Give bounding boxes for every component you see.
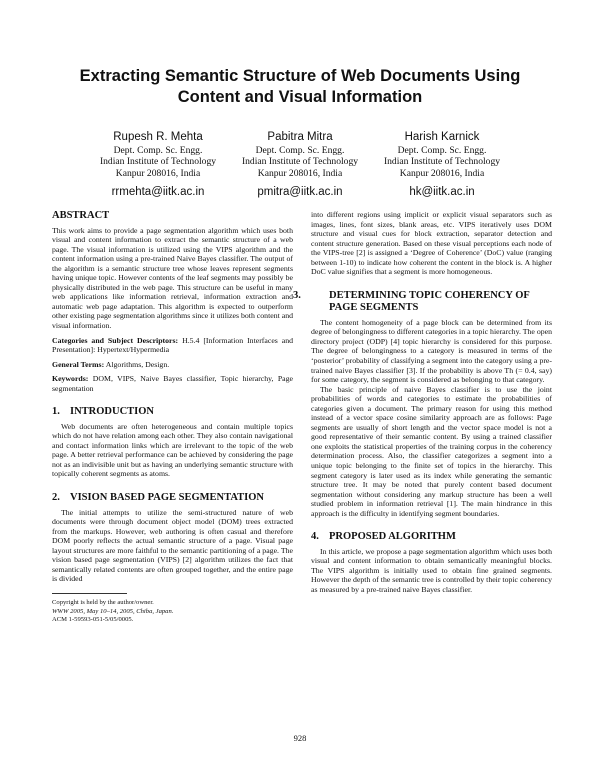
section-title: INTRODUCTION [70,406,155,418]
author-dept: Dept. Comp. Sc. Engg. [397,144,487,156]
general-terms-label: General Terms: [52,359,105,369]
categories-label: Categories and Subject Descriptors: [52,335,179,345]
keywords-label: Keywords: [52,374,89,384]
title-line-2: Content and Visual Information [177,88,423,106]
footnote-line: WWW 2005, May 10–14, 2005, Chiba, Japan. [52,607,174,615]
footnote-rule [52,593,127,594]
section-3-paragraph: The basic principle of naive Bayes classifier is to use the joint probabilities of words and categories to estimate the probabilities of categories given a document. The primary reason for using this method instead of a vector space cosine similarity approach are as follows: Page segments are usually of short length and the vector space model is not a good representative of their semantic content. By using a trained classifier one exploits the statistical properties of the training corpus in the coherency determination process. Also, the classifier categorizes a segment into a unique topic belonging to the finite set of topics in the hierarchy. This segment category is later used as its index while generating the semantic structure tree. It may be noted that purely content based document segmentation without considering any markup structure has been a well studied problem in information retrieval [1]. The main hindrance in this approach is the difficulty in identifying segment boundaries. [311,384,552,518]
author-dept: Dept. Comp. Sc. Engg. [255,144,345,156]
author-block [83,132,233,199]
section-title: PROPOSED ALGORITHM [329,531,456,543]
categories-text: H.5.4 [Information Interfaces and Presentation]: Hypertext/Hypermedia [52,335,294,355]
section-1-text: Web documents are often heterogeneous and contain multiple topics which do not have relation among each other. They also contain navigational and contact information links which are irrelevant to the topic of the web page. A better retrieval performance can be achieved by considering the page not as an indivisible unit but as having an underlying semantic structure with topically coherent segments as atoms. [52,421,293,479]
author-institute: Indian Institute of Technology [241,156,359,167]
section-title: DETERMINING TOPIC COHERENCY OF PAGE SEGMENTS [329,289,530,314]
section-number: 1. [52,406,60,418]
author-name: Pabitra Mitra [267,131,333,143]
section-title: VISION BASED PAGE SEGMENTATION [70,492,264,504]
section-4-heading [311,531,552,544]
section-number: 3. [293,289,301,301]
keywords-text: DOM, VIPS, Naive Bayes classifier, Topic hierarchy, Page segmentation [52,374,294,393]
author-email: pmitra@iitk.ac.in [257,186,343,198]
author-block [225,132,375,199]
section-1-heading [52,406,293,419]
categories-descriptors [52,336,293,355]
section-3-heading [293,289,552,315]
author-block [367,132,517,199]
footnote-line: ACM 1-59593-051-5/05/0005. [52,616,134,624]
author-email: hk@iitk.ac.in [409,186,475,198]
author-institute: Indian Institute of Technology [383,156,501,167]
left-column [52,210,293,625]
title-line-1: Extracting Semantic Structure of Web Documents Using [79,67,521,85]
footnote-line: Copyright is held by the author/owner. [52,598,154,606]
general-terms [52,360,293,370]
author-name: Rupesh R. Mehta [113,131,203,143]
section-2-heading [52,492,293,505]
author-email: rrmehta@iitk.ac.in [111,186,205,198]
author-city: Kanpur 208016, India [399,167,485,179]
copyright-footnote [52,599,293,625]
section-4-text: In this article, we propose a page segmentation algorithm which uses both visual and content information to obtain semantically meaningful blocks. The VIPS algorithm is initially used to obtain fine grained segments. However the depth of the semantic tree is controlled by their topic coherency as measured by a pre-trained naive Bayes classifier. [311,546,552,594]
paper-title [40,66,560,108]
right-column [293,210,552,595]
author-city: Kanpur 208016, India [257,167,343,179]
abstract-heading: ABSTRACT [52,210,110,221]
section-number: 4. [311,531,319,543]
section-2-text: The initial attempts to utilize the semi-structured nature of web documents were through document object model (DOM) trees extracted from the markups. However, web authoring is often casual and therefore DOM poorly reflects the actual semantic structure of a page. Visual page layout structures are more faithful to the semantic partitioning of a page. The vision based page segmentation (VIPS) [2] algorithm utilizes the fact that semantically related contents are often grouped together, and the entire page is divided [52,507,293,584]
author-institute: Indian Institute of Technology [99,156,217,167]
keywords [52,374,293,393]
author-city: Kanpur 208016, India [115,167,201,179]
section-3-paragraph: The content homogeneity of a page block can be determined from its degree of belongingness to different categories in a topic hierarchy. The open directory project (ODP) [4] topic hierarchy is considered for this purpose. The degree of belongingness to a category is measured in terms of the ‘posterior’ probability of classifying a segment into the category using a pre-trained naive Bayes classifier [3]. If the probability is above Th (= 0.4, say) for some category, the segment is considered as belonging to that category. [311,317,552,385]
page-number: 928 [293,733,307,743]
author-dept: Dept. Comp. Sc. Engg. [113,144,203,156]
section-2-continued: into different regions using implicit or explicit visual separators such as images, lines, font sizes, blank areas, etc. VIPS iteratively uses DOM structure and visual cues for block extraction, separator detection and content structure generation. Based on these visual perceptions each node of the VIPS-tree [2] is assigned a ‘Degree of Coherence’ (DoC) value (ranging between 1-10) to indicate how coherent the content in the block is. A higher DoC value signifies that a segment is more homogeneous. [311,210,552,277]
abstract-text: This work aims to provide a page segmentation algorithm which uses both visual and content information to extract the semantic structure of a web page. The visual information is utilized using the VIPS algorithm and the content information using a pre-trained Naive Bayes classifier. The output of the algorithm is a semantic structure tree whose leaves represent segments having unique topic. However contents of the leaf segments may possibly be physically distributed in the web page. This structure can be useful in many web applications like information retrieval, information extraction and automatic web page adaptation. This algorithm is expected to outperform other existing page segmentation algorithms since it utilizes both content and visual information. [52,225,293,330]
general-terms-text: Algorithms, Design. [105,359,170,369]
section-number: 2. [52,492,60,504]
author-name: Harish Karnick [404,131,480,143]
